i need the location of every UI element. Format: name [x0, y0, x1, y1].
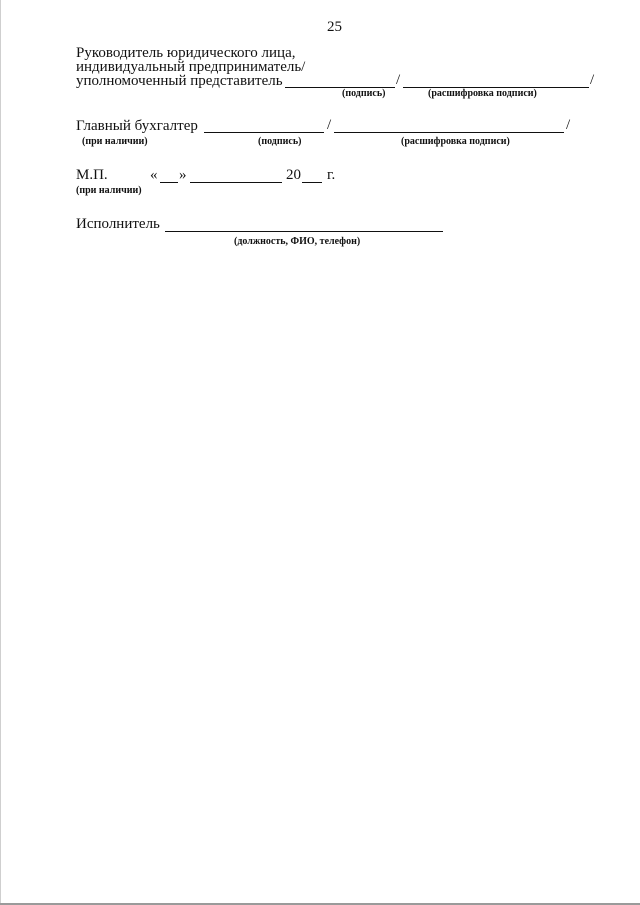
- executor-line: [165, 231, 443, 232]
- date-day-line: [160, 182, 178, 183]
- head-caption-decoding: (расшифровка подписи): [428, 88, 537, 99]
- date-month-line: [190, 182, 282, 183]
- head-slash-left: /: [396, 72, 401, 88]
- stamp-label: М.П.: [76, 167, 108, 183]
- accountant-slash-right: /: [566, 117, 571, 133]
- head-title-line2: индивидуальный предприниматель/: [76, 59, 306, 75]
- date-quote-open: «: [150, 167, 158, 183]
- executor-caption: (должность, ФИО, телефон): [234, 236, 361, 247]
- head-slash-right: /: [590, 72, 595, 88]
- accountant-slash-left: /: [327, 117, 332, 133]
- date-year-suffix: г.: [327, 167, 336, 183]
- executor-label: Исполнитель: [76, 216, 160, 232]
- accountant-signature-line: [204, 132, 324, 133]
- date-year-line: [302, 182, 322, 183]
- accountant-caption-signature: (подпись): [258, 136, 302, 147]
- accountant-decoding-line: [334, 132, 564, 133]
- head-title-line3: уполномоченный представитель: [76, 73, 283, 89]
- date-quote-close: »: [179, 167, 187, 183]
- accountant-caption-decoding: (расшифровка подписи): [401, 136, 510, 147]
- head-title-line1: Руководитель юридического лица,: [76, 45, 296, 61]
- page-left-edge: [0, 0, 1, 905]
- head-caption-signature: (подпись): [342, 88, 386, 99]
- date-year-prefix: 20: [286, 167, 301, 183]
- accountant-caption-if-any: (при наличии): [82, 136, 148, 147]
- stamp-caption-if-any: (при наличии): [76, 185, 142, 196]
- page-number: 25: [327, 19, 342, 35]
- accountant-label: Главный бухгалтер: [76, 118, 198, 134]
